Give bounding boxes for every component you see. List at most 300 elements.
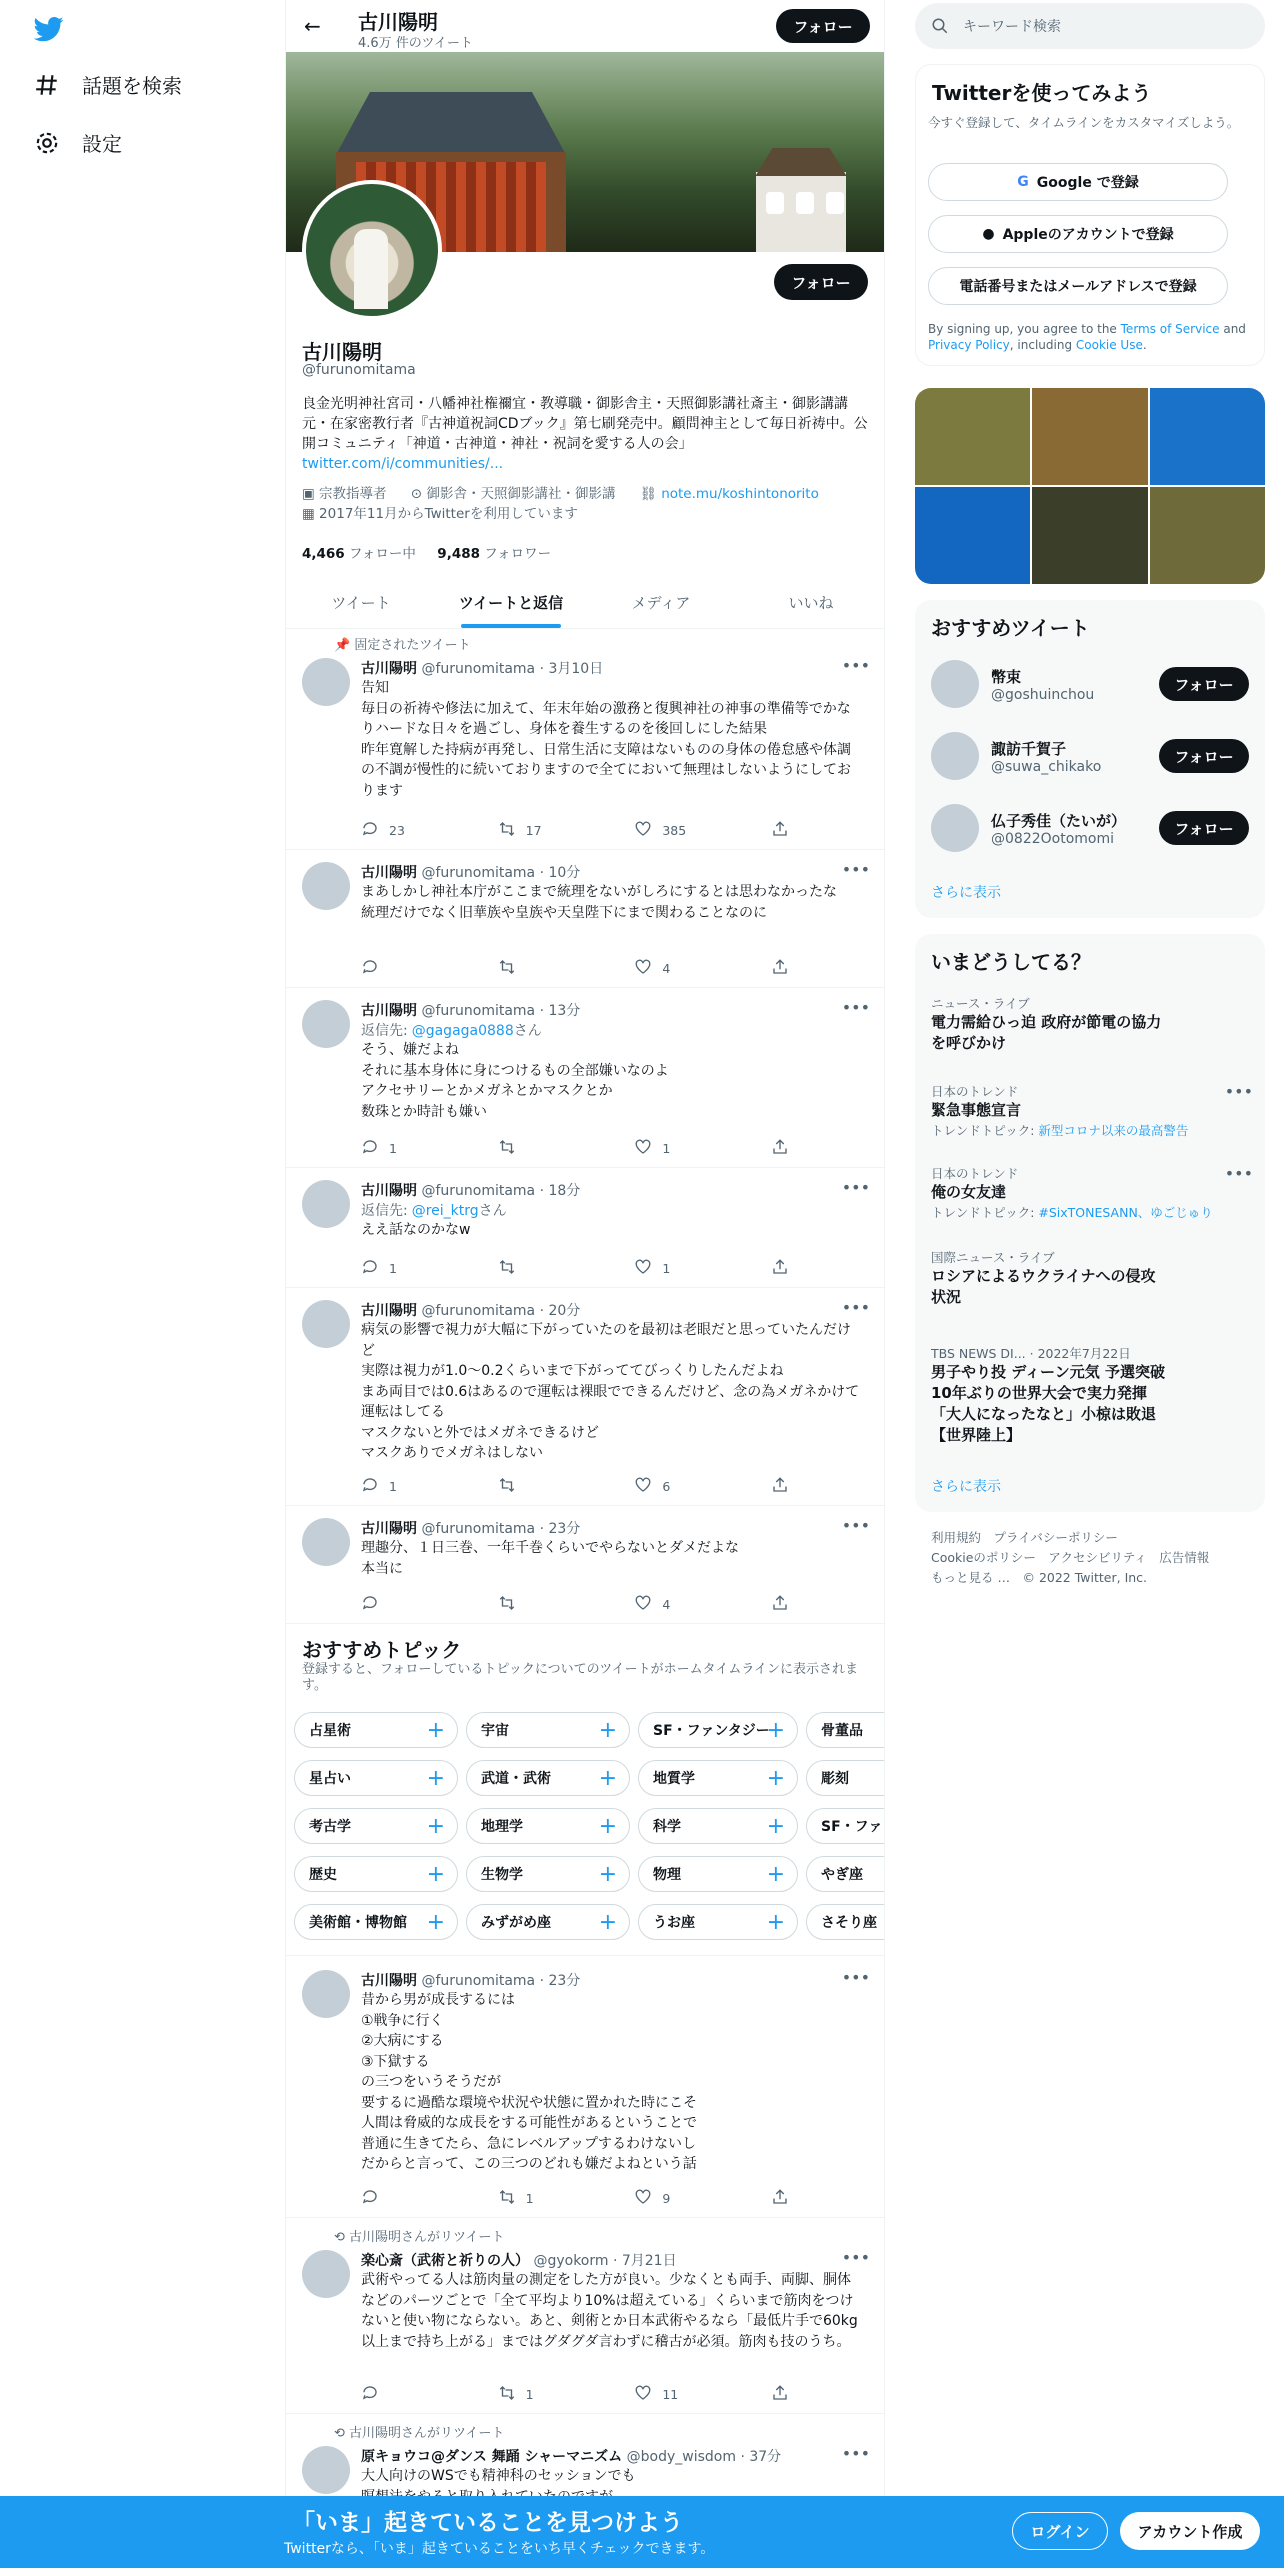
tweet-header [361,1970,580,1990]
avatar[interactable] [302,2446,350,2494]
header-follow-button[interactable]: フォロー [776,9,870,43]
trend-title: 俺の女友達 [931,1183,1007,1201]
plus-icon[interactable]: + [598,1861,617,1887]
plus-icon[interactable]: + [598,1813,617,1839]
retweet-button[interactable] [498,1594,598,1615]
more-icon[interactable]: ••• [841,2248,870,2267]
topic-chip[interactable] [638,1904,798,1940]
trend-subtitle [931,1121,1241,1139]
terms-part: . [1142,338,1147,352]
profile-follow-button[interactable]: フォロー [774,264,868,300]
topic-label: 科学 [653,1819,681,1835]
heart-icon [634,1476,652,1497]
like-count: 1 [662,1141,671,1156]
follow-button[interactable]: フォロー [1159,667,1249,701]
avatar[interactable] [302,1180,350,1228]
category: ▣ 宗教指導者 [302,486,387,502]
avatar[interactable] [931,804,979,852]
share-button[interactable] [771,958,791,979]
tweet-header [361,1000,580,1020]
tweet[interactable] [286,988,885,1168]
profile-meta [302,484,872,524]
author-meta[interactable]: @furunomitama · 3月10日 [421,661,604,677]
tab-likes[interactable]: いいね [788,594,834,612]
topic-label: やぎ座 [821,1867,863,1883]
plus-icon[interactable]: + [766,1909,785,1935]
topic-chip[interactable] [294,1904,458,1940]
author-name[interactable]: 古川陽明 [361,1183,417,1199]
topic-chip[interactable] [806,1856,885,1892]
reply-count: 1 [389,1261,397,1276]
reply-button[interactable] [361,958,461,979]
reply-icon [361,2188,379,2209]
trend-item[interactable] [931,1082,1253,1139]
header-name: 古川陽明 [358,10,438,34]
more-icon[interactable]: ••• [841,1178,870,1197]
share-button[interactable] [771,1476,791,1497]
reply-suffix: さん [513,1023,542,1039]
plus-icon[interactable]: + [766,1861,785,1887]
joined-text: 2017年11月からTwitterを利用しています [319,506,578,522]
topic-chip[interactable] [806,1760,885,1796]
back-arrow-icon[interactable]: ← [304,14,321,38]
tab-media[interactable]: メディア [631,594,691,612]
tweet-header [361,862,580,882]
share-button[interactable] [771,2384,791,2405]
more-icon[interactable]: ••• [841,998,870,1017]
tweet-count: 4.6万 件のツイート [358,36,473,51]
trend-category: TBS NEWS DI... · 2022年7月22日 [931,1346,1131,1361]
share-button[interactable] [771,2188,791,2209]
topics-title: おすすめトピック [302,1638,462,1662]
avatar[interactable] [931,732,979,780]
trends-show-more[interactable]: さらに表示 [931,1479,1001,1495]
follow-suggestion[interactable] [931,732,1101,780]
login-button[interactable]: ログイン [1012,2512,1108,2550]
reply-to [361,1200,507,1220]
like-button[interactable] [634,1138,734,1159]
plus-icon[interactable]: + [426,1813,445,1839]
pinned-text: 固定されたツイート [354,638,471,653]
reply-button[interactable] [361,2188,461,2209]
retweet-button[interactable] [498,1476,598,1497]
signup-button[interactable]: アカウント作成 [1120,2512,1260,2550]
more-icon[interactable]: ••• [841,2444,870,2463]
trend-item[interactable] [931,1164,1253,1221]
avatar[interactable] [302,658,350,706]
topic-chip[interactable] [638,1760,798,1796]
tweet-text: ええ話なのかなw [361,1222,471,1238]
tab-tweets[interactable]: ツイート [331,594,391,612]
topic-label: うお座 [653,1915,695,1931]
url[interactable]: ⛓ note.mu/koshintonorito [639,486,819,502]
reply-icon [361,2384,379,2405]
trend-sub-link[interactable]: 新型コロナ以来の最高警告 [1038,1123,1189,1138]
more-icon[interactable]: ••• [841,656,870,675]
reply-icon [361,1258,379,1279]
media-thumb[interactable] [1150,487,1265,584]
tweet-text: 告知 毎日の祈祷や修法に加えて、年末年始の激務と復興神社の神事の準備等でかなりハードな日々を過ごし、身体を養生するのを後回しにした結果 昨年寛解した持病が再発し、日常生活に支障はないものの身体の倦怠感や体調の不調が慢性的に続いておりますので全てにおいて無理はしないようにしております [361,680,851,799]
footer-links[interactable] [931,1528,1251,1588]
plus-icon[interactable]: + [598,1765,617,1791]
trend-subtitle [931,1203,1241,1221]
suggestion-text [991,666,1094,703]
like-button[interactable] [634,820,734,841]
profile-header-bar [286,0,885,52]
tweet[interactable] [286,1288,885,1506]
trend-title: 緊急事態宣言 [931,1101,1022,1119]
main-column [285,0,885,2568]
google-signup-button[interactable] [928,163,1228,201]
terms-part: and [1219,322,1246,336]
topic-chip[interactable] [806,1808,885,1844]
share-icon [771,958,789,979]
plus-icon[interactable]: + [426,1717,445,1743]
like-button[interactable] [634,958,734,979]
topic-chip[interactable] [466,1856,630,1892]
media-thumb[interactable] [915,388,1030,485]
tweet[interactable] [286,2218,885,2414]
tweet-header [361,1180,580,1200]
reply-button[interactable] [361,1594,461,1615]
tweet-actions [361,820,791,841]
plus-icon[interactable]: + [426,1765,445,1791]
like-count: 4 [662,961,671,976]
bio-link[interactable]: twitter.com/i/communities/... [302,456,504,472]
avatar[interactable] [302,2250,350,2298]
topic-chip[interactable] [294,1760,458,1796]
like-count: 11 [662,2387,679,2402]
share-button[interactable] [771,1594,791,1615]
tweet[interactable] [286,850,885,988]
author-meta[interactable]: @gyokorm · 7月21日 [533,2253,677,2269]
follow-button[interactable]: フォロー [1159,739,1249,773]
suggestion-handle: @suwa_chikako [991,758,1102,775]
author-name[interactable]: 古川陽明 [361,1521,417,1537]
trend-item[interactable] [931,1248,1241,1308]
location-text: 御影舎・天照御影講社・御影講 [426,486,616,502]
topic-chip[interactable] [638,1808,798,1844]
share-button[interactable] [771,820,791,841]
avatar[interactable] [302,862,350,910]
topic-chip[interactable] [806,1904,885,1940]
joined: ▦ 2017年11月からTwitterを利用しています [302,506,578,522]
more-icon[interactable]: ••• [1224,1164,1253,1183]
topic-chip[interactable] [638,1712,798,1748]
more-icon[interactable]: ••• [841,1968,870,1987]
reply-button[interactable] [361,1258,461,1279]
avatar[interactable] [302,1518,350,1566]
media-thumb[interactable] [1032,388,1147,485]
google-icon: G [1017,174,1029,190]
plus-icon[interactable]: + [426,1861,445,1887]
heart-icon [634,2188,652,2209]
trend-category: 日本のトレンド [931,1166,1019,1181]
bio-text: 良金光明神社宮司・八幡神社権禰宜・教導職・御影舎主・天照御影講社斎主・御影講講元・在家密教行者『古神道祝詞CDブック』第七刷発売中。顧問神主として毎日祈祷中。公開コミュニティ「神道・古神道・神社・祝詞を愛する人の会」 [302,396,868,452]
topic-chip[interactable] [466,1760,630,1796]
retweet-by: 古川陽明さんがリツイート [349,2230,505,2245]
tweet-header [361,2250,677,2270]
follow-button[interactable]: フォロー [1159,811,1249,845]
reply-button[interactable] [361,820,461,841]
retweet-icon [498,958,516,979]
like-count: 6 [662,1479,671,1494]
author-name[interactable]: 古川陽明 [361,1003,417,1019]
author-meta[interactable]: @furunomitama · 23分 [421,1973,581,1989]
more-icon[interactable]: ••• [841,1516,870,1535]
footer-line[interactable]: 利用規約 プライバシーポリシー [931,1530,1118,1545]
followers-link[interactable] [437,546,551,562]
hashtag-icon [34,72,60,98]
author-meta[interactable]: @furunomitama · 18分 [421,1183,581,1199]
terms-text [928,321,1248,353]
topic-chip[interactable] [294,1808,458,1844]
trend-title: ロシアによるウクライナへの侵攻 状況 [931,1267,1156,1306]
reply-label: 返信先: [361,1023,408,1039]
retweet-button[interactable] [498,2188,598,2209]
retweet-count: 1 [525,2191,534,2206]
share-icon [771,1594,789,1615]
trends-title: いまどうしてる？ [931,950,1091,974]
plus-icon[interactable]: + [766,1717,785,1743]
reply-handle[interactable]: @rei_ktrg [411,1203,479,1219]
trend-category: 国際ニュース・ライブ [931,1250,1055,1265]
location: ⊙ 御影舎・天照御影講社・御影講 [410,486,616,502]
avatar[interactable] [302,1300,350,1348]
search-icon [931,17,949,35]
media-thumb[interactable] [915,487,1030,584]
avatar[interactable] [302,1970,350,2018]
cookie-link[interactable]: Cookie Use [1075,338,1143,352]
topic-label: 歴史 [309,1867,337,1883]
topic-chip[interactable] [466,1712,630,1748]
tweet-actions [361,1258,791,1279]
author-name[interactable]: 古川陽明 [361,865,417,881]
retweet-icon [498,820,516,841]
suggestion-handle: @0822Ootomomi [991,830,1114,847]
retweet-button[interactable] [498,958,598,979]
follow-suggestion[interactable] [931,804,1126,852]
topic-chip[interactable] [466,1808,630,1844]
plus-icon[interactable]: + [598,1909,617,1935]
media-thumb[interactable] [1150,388,1265,485]
plus-icon[interactable]: + [598,1717,617,1743]
author-name[interactable]: 古川陽明 [361,1303,417,1319]
retweet-button[interactable] [498,820,598,841]
trend-item[interactable] [931,994,1241,1054]
author-meta[interactable]: @furunomitama · 10分 [421,865,581,881]
author-name[interactable]: 古川陽明 [361,661,417,677]
avatar[interactable] [931,660,979,708]
trends-card [915,934,1265,1512]
topic-chip[interactable] [466,1904,630,1940]
suggestion-text [991,738,1101,775]
trend-item[interactable] [931,1344,1241,1446]
trend-sub-label: トレンドトピック: [931,1205,1039,1220]
like-button[interactable] [634,1476,734,1497]
reply-count: 1 [389,1141,397,1156]
trend-sub-link[interactable]: #SixTONESANN、ゆごじゅり [1038,1205,1213,1220]
tweet-actions [361,1138,791,1159]
topic-label: 彫刻 [821,1771,849,1787]
trend-category: ニュース・ライブ [931,996,1030,1011]
retweet-count: 1 [525,2387,534,2402]
reply-button[interactable] [361,2384,461,2405]
avatar[interactable] [302,1000,350,1048]
reply-suffix: さん [478,1203,507,1219]
reply-label: 返信先: [361,1203,408,1219]
tweet-text: 理趣分、１日三巻、一年千巻くらいでやらないとダメだよな 本当に [361,1540,739,1577]
more-icon[interactable]: ••• [1224,1082,1253,1101]
like-button[interactable] [634,2188,734,2209]
topic-label: 地理学 [481,1819,523,1835]
suggestion-text [991,810,1126,847]
profile-avatar[interactable] [302,180,442,320]
apple-signup-button[interactable] [928,215,1228,253]
url-link[interactable]: note.mu/koshintonorito [661,486,819,502]
follow-suggestion[interactable] [931,660,1094,708]
divider [286,1955,885,1956]
reply-button[interactable] [361,1138,461,1159]
reply-button[interactable] [361,1476,461,1497]
share-icon [771,1258,789,1279]
tweet-actions [361,958,791,979]
topic-label: 物理 [653,1867,681,1883]
like-count: 385 [662,823,687,838]
like-count: 1 [662,1261,671,1276]
author-name[interactable]: 楽心斎（武術と祈りの人） [361,2253,529,2269]
retweet-icon [498,2384,516,2405]
reply-to [361,1020,542,1040]
google-label: Google で登録 [1036,175,1139,191]
tweet[interactable] [286,1958,885,2218]
signup-sub: 今すぐ登録して、タイムラインをカスタマイズしよう。 [928,115,1240,130]
topic-chip[interactable] [638,1856,798,1892]
nav-settings[interactable] [34,128,122,157]
footer-line[interactable]: Cookieのポリシー アクセシビリティ 広告情報 [931,1550,1210,1565]
like-button[interactable] [634,2384,734,2405]
following-link[interactable] [302,546,416,562]
plus-icon[interactable]: + [426,1909,445,1935]
pinned-label: 📌 固定されたツイート [334,638,471,653]
profile-stats [302,542,551,562]
tweet[interactable] [286,1168,885,1288]
search-placeholder: キーワード検索 [963,19,1061,35]
author-meta[interactable]: @body_wisdom · 37分 [626,2449,782,2465]
retweet-icon [498,1258,516,1279]
topic-label: 美術館・博物館 [309,1915,407,1931]
tweet[interactable] [286,630,885,850]
topic-chip[interactable] [294,1856,458,1892]
topic-label: 骨董品 [821,1723,863,1739]
signup-title: Twitterを使ってみよう [932,81,1152,105]
topics-sub: 登録すると、フォローしているトピックについてのツイートがホームタイムラインに表示されます。 [302,1662,859,1693]
who-title: おすすめツイート [931,616,1090,640]
heart-icon [634,2384,652,2405]
tweet-text: そう、嫌だよね それに基本身体に身につけるもの全部嫌いなのよ アクセサリーとかメガネとかマスクとか 数珠とか時計も嫌い [361,1042,669,1120]
topic-label: さそり座 [821,1915,877,1931]
search-input[interactable] [915,3,1265,49]
share-icon [771,820,789,841]
tweet[interactable] [286,1506,885,1624]
followers-label: フォロワー [484,546,552,562]
author-name[interactable]: 原キョウコ@ダンス 舞踊 シャーマニズム [361,2449,623,2465]
more-icon[interactable]: ••• [841,860,870,879]
phone-signup-button[interactable] [928,267,1228,305]
share-button[interactable] [771,1258,791,1279]
suggestion-name: 諏訪千賀子 [991,739,1067,758]
following-label: フォロー中 [349,546,416,562]
tweet-text: 昔から男が成長するには ①戦争に行く ②大病にする ③下獄する の三つをいうそうだが 要するに過酷な環境や状況や状態に置かれた時にこそ 人間は脅威的な成長をする可能性があるということで 普通に生きてたら、急にレベルアップするわけないし だからと言って、この三つのどれも嫌だよねという話 [361,1992,697,2172]
author-meta[interactable]: @furunomitama · 23分 [421,1521,581,1537]
share-icon [771,2188,789,2209]
reply-icon [361,958,379,979]
footer-line[interactable]: もっと見る … © 2022 Twitter, Inc. [931,1570,1148,1585]
who-show-more[interactable]: さらに表示 [931,885,1001,901]
heart-icon [634,1594,652,1615]
trend-title: 電力需給ひっ迫 政府が節電の協力 を呼びかけ [931,1013,1162,1052]
author-meta[interactable]: @furunomitama · 20分 [421,1303,581,1319]
like-button[interactable] [634,1258,734,1279]
suggestion-name: 仏子秀佳（たいが） [991,811,1127,830]
signup-card [915,64,1265,366]
tab-tweets-replies[interactable]: ツイートと返信 [436,577,586,628]
topic-label: 考古学 [309,1819,351,1835]
nav-settings-label: 設定 [82,132,122,156]
nav-explore[interactable] [34,70,182,99]
terms-part: , including [1009,338,1076,352]
privacy-link[interactable]: Privacy Policy [928,338,1010,352]
reply-handle[interactable]: @gagaga0888 [411,1023,514,1039]
left-nav [0,0,285,2568]
reply-count: 1 [389,1479,397,1494]
share-icon [771,2384,789,2405]
topic-label: SF・ファンタジー [653,1723,770,1739]
plus-icon[interactable]: + [766,1813,785,1839]
share-button[interactable] [771,1138,791,1159]
terms-link[interactable]: Terms of Service [1120,322,1220,336]
retweet-count: 17 [525,823,542,838]
plus-icon[interactable]: + [766,1765,785,1791]
author-name[interactable]: 古川陽明 [361,1973,417,1989]
phone-label: 電話番号またはメールアドレスで登録 [959,279,1197,295]
tweet-text: 病気の影響で視力が大幅に下がっていたのを最初は老眼だと思っていたんだけど 実際は視力が1.0〜0.2くらいまで下がっててびっくりしたんだよね まあ両目では0.6はあるので運転は裸眼でできるんだけど、念の為メガネかけて運転はしてる マスクないと外ではメガネできるけど マスクありでメガネはしない [361,1322,860,1461]
retweet-button[interactable] [498,1258,598,1279]
profile-handle: @furunomitama [302,362,416,378]
media-thumb[interactable] [1032,487,1147,584]
twitter-logo-icon[interactable] [32,14,66,44]
following-count: 4,466 [302,546,345,562]
topic-label: 占星術 [309,1723,351,1739]
retweet-by: 古川陽明さんがリツイート [349,2426,505,2441]
media-grid [915,388,1265,584]
apple-icon: ● [982,226,995,242]
like-button[interactable] [634,1594,734,1615]
topic-chip[interactable] [294,1712,458,1748]
topic-chip[interactable] [806,1712,885,1748]
category-text: 宗教指導者 [319,486,387,502]
retweet-button[interactable] [498,2384,598,2405]
like-count: 4 [662,1597,671,1612]
author-meta[interactable]: @furunomitama · 13分 [421,1003,581,1019]
more-icon[interactable]: ••• [841,1298,870,1317]
topic-label: みずがめ座 [481,1915,551,1931]
who-to-follow-card [915,600,1265,918]
apple-label: Appleのアカウントで登録 [1002,227,1174,243]
profile-bio [302,394,870,474]
retweet-button[interactable] [498,1138,598,1159]
topic-label: 地質学 [653,1771,695,1787]
